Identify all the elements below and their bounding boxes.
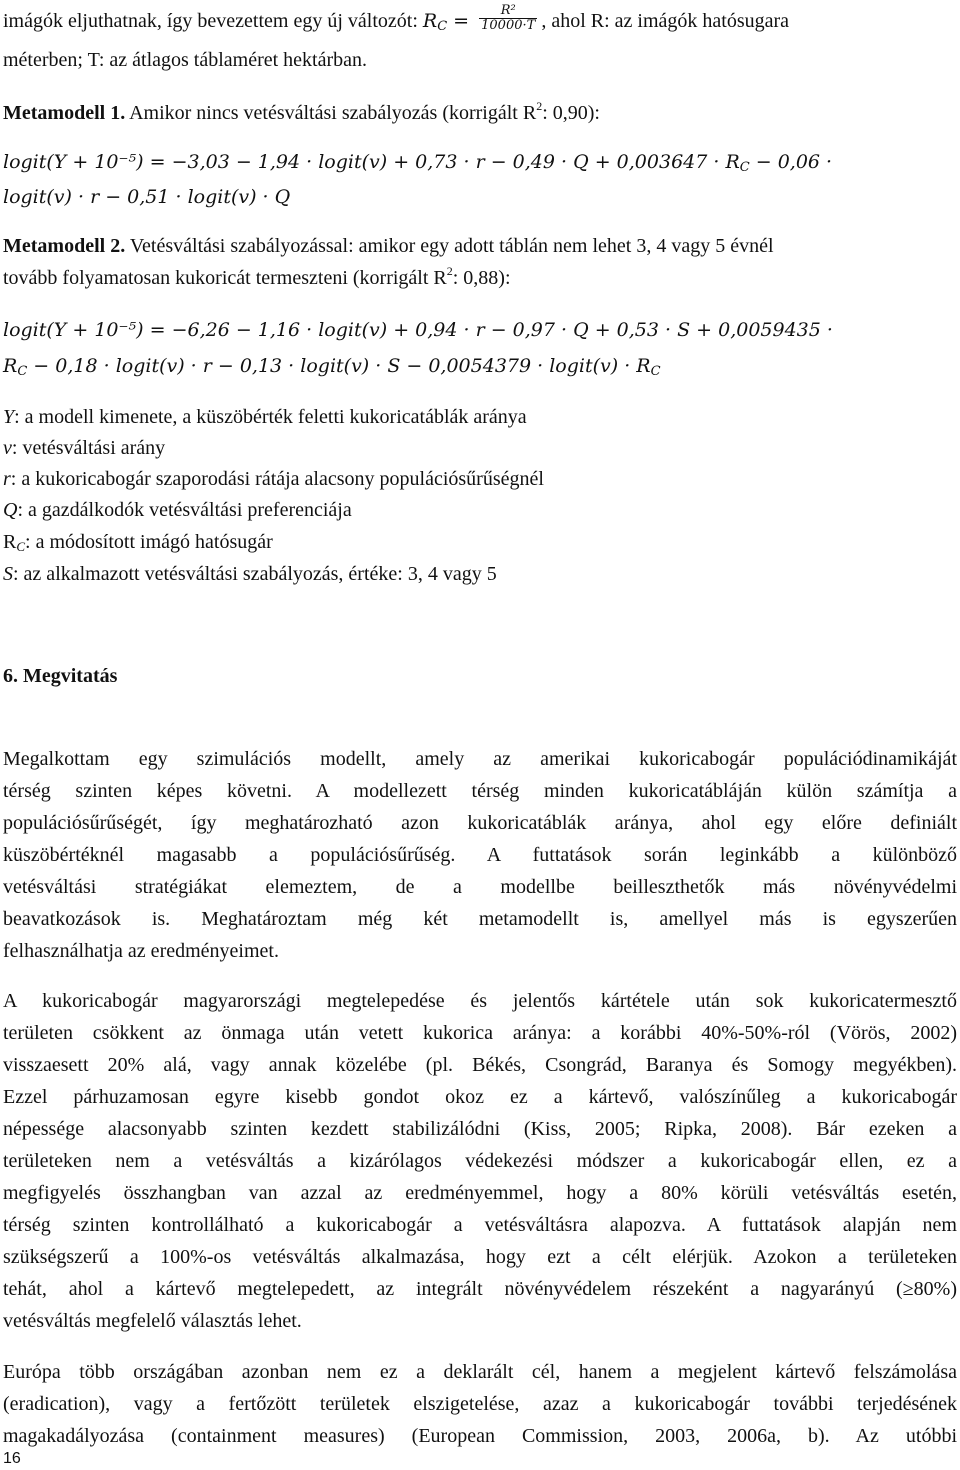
paragraph-2-line: tehát, ahol a kártevő megtelepedett, az integrált növényvédelem részeként a nagyarányú (≥80%) — [3, 1278, 957, 1300]
metamodel-1-heading: Metamodell 1. Amikor nincs vetésváltási szabályozás (korrigált $R^2$: 0,90): — [3, 99, 600, 124]
metamodel-2-equation-line-2: $R_C - 0,18$ · logit(v) · r − 0,13 · logit(v) · S − 0,0054379 · logit(v) · $R_C$ — [3, 355, 661, 379]
paragraph-3-line: magakadályozása (containment measures) (European Commission, 2003, 2006a, b). Az utóbbi — [3, 1425, 957, 1447]
paragraph-1-line: beavatkozások is. Meghatároztam még két metamodellt is, amellyel más is egyszerűen — [3, 908, 957, 930]
intro-text-before: imágók eljuthatnak, így bevezettem egy új változót: — [3, 10, 423, 33]
paragraph-2-line: térség szinten kontrollálható a kukoricabogár a vetésváltásra alapozva. A futtatások alapján nem — [3, 1214, 957, 1236]
paragraph-1-line: felhasználhatja az eredményeimet. — [3, 940, 279, 962]
page-number: 16 — [3, 1450, 21, 1467]
paragraph-2-line: területeken nem a vetésváltás a kizárólagos védekezési módszer a kukoricabogár ellen, ez a — [3, 1150, 957, 1172]
paragraph-1-line: Megalkottam egy szimulációs modellt, amely az amerikai kukoricabogár populációdinamikáját — [3, 748, 957, 770]
rc-formula-lhs: $R_C$ = — [422, 10, 476, 35]
paragraph-2-line: népessége alacsonyabb szinten kezdett stabilizálódni (Kiss, 2005; Ripka, 2008). Bár ezeken a — [3, 1118, 957, 1140]
variable-definition: Q: a gazdálkodók vetésváltási preferenciája — [3, 499, 352, 521]
rc-fraction — [479, 4, 537, 33]
metamodel-2-equation-line-1: logit(Y + 10⁻⁵) = −6,26 − 1,16 · logit(v) + 0,94 · r − 0,97 · Q + 0,53 · S + 0,0059435 · — [3, 319, 833, 341]
variable-definition: Y: a modell kimenete, a küszöbérték feletti kukoricatáblák aránya — [3, 406, 527, 428]
paragraph-1-line: küszöbértéknél magasabb a populációsűrűség. A futtatások során leginkább a különböző — [3, 844, 957, 866]
paragraph-2-line: megfigyelés összhangban van azzal az eredményemmel, hogy a 80% körüli vetésváltás esetén, — [3, 1182, 957, 1204]
variable-definition: v: vetésváltási arány — [3, 437, 166, 459]
paragraph-3-line: (eradication), vagy a fertőzött területek elszigetelése, azaz a kukoricabogár további terjedésének — [3, 1393, 957, 1415]
paragraph-2-line: Ezzel párhuzamosan egyre kisebb gondot okoz ez a kártevő, valószínűleg a kukoricabogár — [3, 1086, 957, 1108]
paragraph-3-line: Európa több országában azonban nem ez a deklarált cél, hanem a megjelent kártevő felszámolása — [3, 1361, 957, 1383]
metamodel-2-title: Metamodell 2. — [3, 235, 126, 257]
metamodel-1-equation-line-1: logit(Y + 10⁻⁵) = −3,03 − 1,94 · logit(v) + $0,73 \cdot r - 0,49 \cdot Q + 0,003647 \cdot R_C - 0,06$ · — [3, 151, 833, 175]
paragraph-2-line: szükségszerű a 100%-os vetésváltás alkalmazása, hogy ezt a célt elérjük. Azokon a területeken — [3, 1246, 957, 1268]
metamodel-1-title: Metamodell 1. — [3, 102, 126, 124]
variable-definition: S: az alkalmazott vetésváltási szabályozás, értéke: 3, 4 vagy 5 — [3, 563, 497, 585]
variable-definition: $R_C$: a módosított imágó hatósugár — [3, 531, 273, 554]
metamodel-2-heading-line-2: tovább folyamatosan kukoricát termeszteni (korrigált $R^2$: 0,88): — [3, 264, 511, 289]
paragraph-2-line: A kukoricabogár magyarországi megtelepedése és jelentős kártétele után sok kukoricatermesztő — [3, 990, 957, 1012]
paragraph-1-line: térség szinten képes követni. A modellezett térség minden kukoricatábláján külön számítja a — [3, 780, 957, 802]
fraction-denominator: 10000·T — [481, 18, 536, 33]
intro-line-2: méterben; T: az átlagos táblaméret hektárban. — [3, 49, 368, 71]
intro-line-1 — [3, 3, 790, 37]
section-heading: 6. Megvitatás — [3, 665, 118, 687]
paragraph-1-line: populációsűrűségét, így meghatározható azon kukoricatáblák aránya, ahol egy előre definiált — [3, 812, 957, 834]
metamodel-2-heading: Metamodell 2. Vetésváltási szabályozással: amikor egy adott táblán nem lehet 3, 4 vagy 5 évnél — [3, 235, 774, 257]
intro-text-after: , ahol R: az imágók hatósugara — [541, 10, 790, 33]
fraction-numerator: R² — [479, 4, 537, 19]
paragraph-2-line: vetésváltás megfelelő választás lehet. — [3, 1310, 302, 1332]
metamodel-1-equation-line-2: logit(v) · r − 0,51 · logit(v) · Q — [3, 186, 291, 208]
paragraph-2-line: visszaesett 20% alá, vagy annak közelébe (pl. Békés, Csongrád, Baranya és Somogy megyékben). — [3, 1054, 957, 1076]
paragraph-1-line: vetésváltási stratégiákat elemeztem, de a modellbe beilleszthetők más növényvédelmi — [3, 876, 957, 898]
variable-definition: r: a kukoricabogár szaporodási rátája alacsony populációsűrűségnél — [3, 468, 544, 490]
paragraph-2-line: területen csökkent az önmaga után vetett kukorica aránya: a korábbi 40%-50%-ról (Vörös, 2002) — [3, 1022, 957, 1044]
